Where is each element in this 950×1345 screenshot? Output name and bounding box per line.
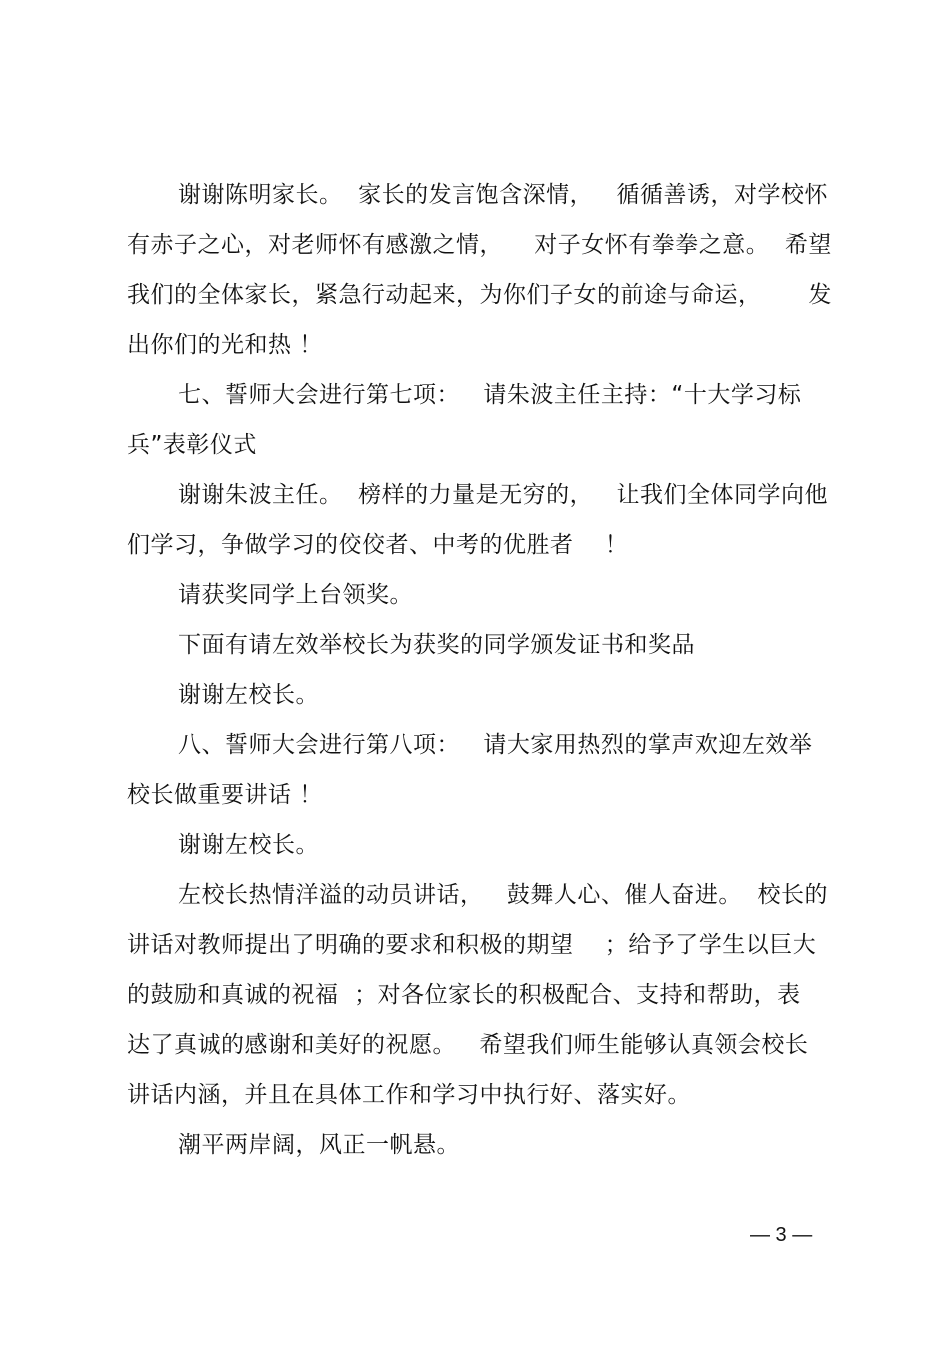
text-line-15: 左校长热情洋溢的动员讲话， 鼓舞人心、催人奋进。 校长的 [178,882,829,908]
text-line-4: 出你们的光和热 ！ [127,332,323,358]
text-line-8: 们学习，争做学习的佼佼者、中考的优胜者 ！ [127,532,629,558]
text-line-1: 谢谢陈明家长。 家长的发言饱含深情， 循循善诱，对学校怀 [178,182,829,208]
text-line-11: 谢谢左校长。 [178,682,319,708]
text-line-20: 潮平两岸阔，风正一帆悬。 [178,1132,460,1158]
text-line-7: 谢谢朱波主任。 榜样的力量是无穷的， 让我们全体同学向他 [178,482,829,508]
text-line-16: 讲话对教师提出了明确的要求和积极的期望 ；给予了学生以巨大 [127,932,817,958]
text-line-12: 八、誓师大会进行第八项： 请大家用热烈的掌声欢迎左效举 [178,732,813,758]
text-line-18: 达了真诚的感谢和美好的祝愿。 希望我们师生能够认真领会校长 [127,1032,809,1058]
text-line-10: 下面有请左效举校长为获奖的同学颁发证书和奖品 [178,632,695,658]
text-line-2: 有赤子之心，对老师怀有感激之情， 对子女怀有拳拳之意。 希望 [127,232,832,258]
page-number: — 3 — [750,1224,813,1246]
text-line-13: 校长做重要讲话 ！ [127,782,323,808]
text-line-19: 讲话内涵，并且在具体工作和学习中执行好、落实好。 [127,1082,691,1108]
text-line-17: 的鼓励和真诚的祝福 ；对各位家长的积极配合、支持和帮助，表 [127,982,801,1008]
text-line-3: 我们的全体家长，紧急行动起来，为你们子女的前途与命运， 发 [127,282,832,308]
text-line-5: 七、誓师大会进行第七项： 请朱波主任主持：“十大学习标 [178,382,802,408]
text-line-9: 请获奖同学上台领奖。 [178,582,413,608]
text-line-14: 谢谢左校长。 [178,832,319,858]
text-line-6: 兵”表彰仪式 [127,432,257,458]
